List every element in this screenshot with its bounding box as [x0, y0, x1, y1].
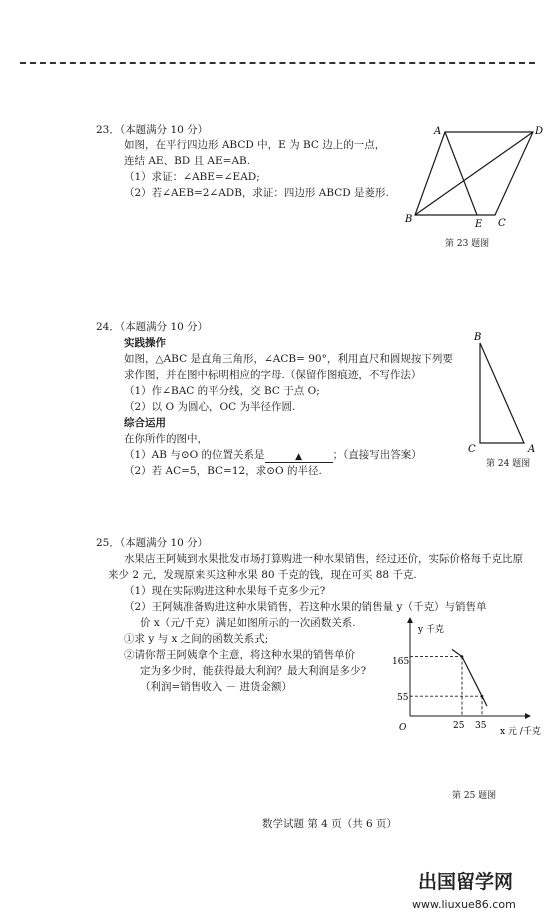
- q23-segment-bd: [415, 132, 533, 215]
- q25-part2b: 价 x（元/千克）满足如图所示的一次函数关系.: [140, 617, 356, 629]
- q24-line1: 如图，△ABC 是直角三角形，∠ACB= 90°，利用直尺和圆规按下列要: [124, 353, 453, 365]
- q25-function-graph: [390, 612, 550, 772]
- page-footer: 数学试题 第 4 页（共 6 页）: [262, 818, 398, 830]
- q25-y-tick-165: 165: [392, 657, 410, 667]
- q25-x-axis-label: x 元 /千克: [500, 727, 541, 737]
- q24-line2: 求作图，并在图中标明相应的字母.（保留作图痕迹，不写作法）: [124, 369, 422, 381]
- top-dashed-line: [20, 62, 535, 64]
- q23-line2: 连结 AE、BD 且 AE=AB.: [124, 155, 251, 167]
- q23-line1: 如图，在平行四边形 ABCD 中，E 为 BC 边上的一点，: [124, 139, 386, 151]
- q25-point-35: [481, 695, 484, 698]
- q25-part1: （1）现在实际购进这种水果每千克多少元?: [124, 585, 326, 597]
- q25-header: 25．（本题满分 10 分）: [96, 537, 209, 549]
- q24-section-apply: 综合运用: [124, 417, 166, 429]
- q24-part1: （1）作∠BAC 的平分线，交 BC 于点 O;: [124, 385, 320, 397]
- q25-y-tick-55: 55: [397, 693, 409, 703]
- q24-caption: 第 24 题图: [486, 459, 531, 469]
- q23-segment-ae: [445, 132, 477, 215]
- q24-header: 24．（本题满分 10 分）: [96, 321, 209, 333]
- q24-section-practice: 实践操作: [124, 337, 166, 349]
- q25-sub2a: ②请你帮王阿姨拿个主意，将这种水果的销售单价: [124, 649, 355, 661]
- q24-blank-triangle: ▲: [295, 452, 303, 462]
- q25-point-25: [461, 655, 464, 658]
- q23-part2: （2）若∠AEB=2∠ADB，求证：四边形 ABCD 是菱形.: [124, 187, 389, 199]
- q23-label-c: C: [498, 218, 506, 229]
- q24-figure: [462, 328, 542, 458]
- q24-part2: （2）以 O 为圆心，OC 为半径作圆.: [124, 401, 296, 413]
- q25-x-tick-35: 35: [475, 721, 487, 731]
- q25-sub2c: （利润=销售收入 － 进货金额）: [140, 681, 292, 693]
- q25-line2: 来少 2 元，发现原来买这种水果 80 千克的钱，现在可买 88 千克.: [108, 569, 417, 581]
- q23-caption: 第 23 题图: [445, 239, 490, 249]
- q25-origin-label: O: [399, 723, 407, 733]
- q24-label-a: A: [528, 444, 536, 455]
- q23-header: 23．（本题满分 10 分）: [96, 124, 209, 136]
- q24-label-b: B: [474, 332, 482, 343]
- q25-sub2b: 定为多少时，能获得最大利润？最大利润是多少?: [140, 665, 367, 677]
- q24-answer-blank: [265, 451, 333, 463]
- q24-part3: [124, 450, 422, 462]
- q23-figure: [405, 120, 554, 230]
- q25-caption: 第 25 题图: [452, 791, 497, 801]
- q24-part4: （2）若 AC=5，BC=12，求⊙O 的半径.: [124, 465, 322, 477]
- q23-label-d: D: [535, 126, 544, 137]
- q24-part3-text: （1）AB 与⊙O 的位置关系是: [124, 449, 265, 461]
- q23-part1: （1）求证：∠ABE=∠EAD;: [124, 171, 260, 183]
- q25-part2a: （2）王阿姨准备购进这种水果销售，若这种水果的销售量 y（千克）与销售单: [124, 601, 487, 613]
- q23-label-a: A: [434, 126, 442, 137]
- watermark-title: 出国留学网: [418, 871, 514, 893]
- q25-y-axis-label: y 千克: [418, 625, 444, 635]
- q23-label-e: E: [475, 219, 483, 230]
- q25-line1: 水果店王阿姨到水果批发市场打算购进一种水果销售，经过还价，实际价格每千克比原: [124, 553, 523, 565]
- q24-part3-note: ；（直接写出答案）: [332, 449, 422, 461]
- q25-sub1: ①求 y 与 x 之间的函数关系式;: [124, 633, 269, 645]
- q24-line3: 在你所作的图中，: [124, 433, 208, 445]
- q23-label-b: B: [405, 214, 413, 225]
- watermark-url: www.liuxue86.com: [412, 898, 516, 911]
- q24-right-triangle: [480, 343, 524, 443]
- q25-x-tick-25: 25: [453, 721, 465, 731]
- q24-label-c: C: [468, 444, 476, 455]
